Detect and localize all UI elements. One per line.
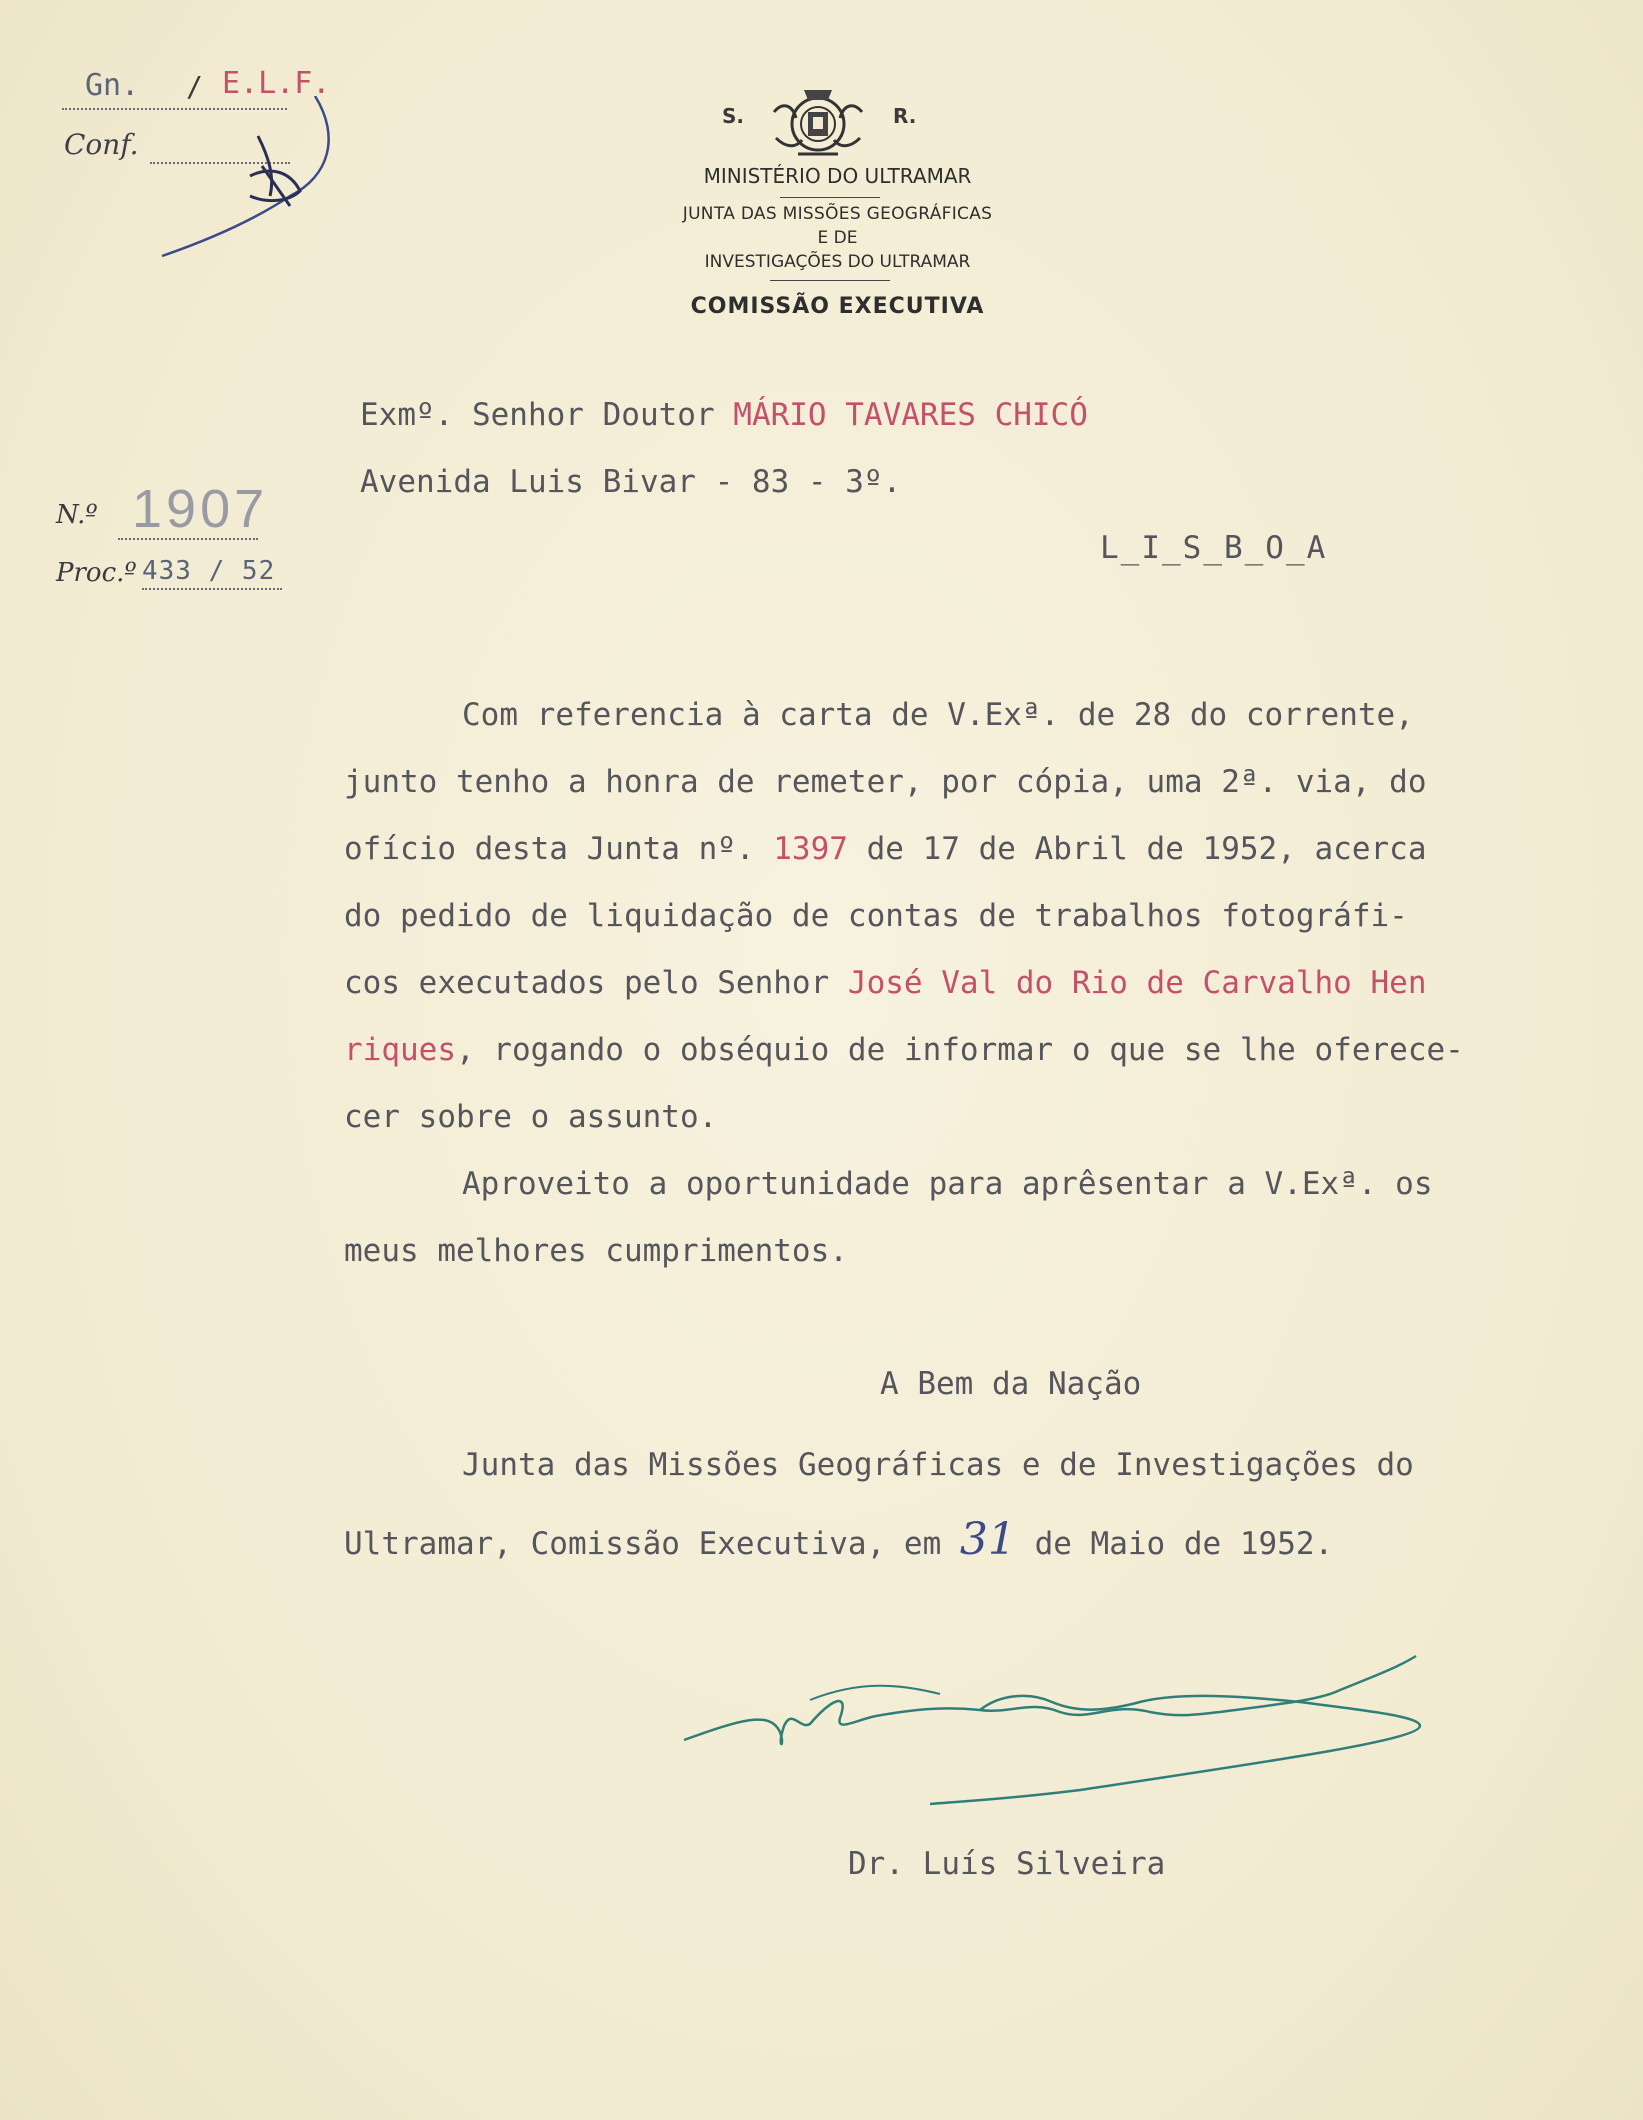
motto: A Bem da Nação xyxy=(880,1366,1142,1402)
typist-initials: E.L.F. xyxy=(222,66,331,101)
body-text: cos executados pelo Senhor xyxy=(344,965,848,1001)
coat-of-arms-icon xyxy=(768,82,868,162)
body-line xyxy=(344,965,1427,1001)
handwritten-day: 31 xyxy=(959,1514,1016,1565)
closing-line xyxy=(344,1514,1333,1565)
conf-label: Conf. xyxy=(64,128,139,161)
body-text: de 17 de Abril de 1952, acerca xyxy=(847,831,1427,867)
body-line: Aproveito a oportunidade para aprêsentar a V.Exª. os xyxy=(462,1166,1433,1202)
body-line xyxy=(344,831,1427,867)
commission-title: COMISSÃO EXECUTIVA xyxy=(690,294,985,319)
ministry-name: MINISTÉRIO DO ULTRAMAR xyxy=(703,164,972,188)
header-r: R. xyxy=(893,104,917,128)
junta-line-1: JUNTA DAS MISSÕES GEOGRÁFICAS xyxy=(682,204,993,224)
office-number: 1397 xyxy=(773,831,848,867)
body-line: Com referencia à carta de V.Exª. de 28 do corrente, xyxy=(462,697,1414,733)
number-stamp: 1907 xyxy=(132,479,269,539)
proc-dotted-line xyxy=(142,588,282,590)
closing-line: Junta das Missões Geográficas e de Investigações do xyxy=(462,1447,1414,1483)
addressee-line xyxy=(360,397,1088,433)
junta-line-2: E DE xyxy=(817,228,858,248)
person-name: José Val do Rio de Carvalho Hen xyxy=(847,965,1427,1001)
number-dotted-line xyxy=(118,538,258,540)
junta-line-3: INVESTIGAÇÕES DO ULTRAMAR xyxy=(704,252,971,272)
handwritten-signature xyxy=(680,1640,1440,1810)
addressee-name: MÁRIO TAVARES CHICÓ xyxy=(733,397,1088,433)
signer-name: Dr. Luís Silveira xyxy=(848,1846,1166,1882)
proc-value: 433 / 52 xyxy=(142,556,276,586)
header-rule xyxy=(780,197,880,198)
body-text: , rogando o obséquio de informar o que se lhe oferece- xyxy=(455,1032,1464,1068)
number-label: N.º xyxy=(56,500,98,530)
body-line: do pedido de liquidação de contas de trabalhos fotográfi- xyxy=(344,898,1408,934)
header-s: S. xyxy=(722,104,745,128)
body-line: cer sobre o assunto. xyxy=(344,1099,718,1135)
gn-label: Gn. xyxy=(85,68,140,103)
body-text: de Maio de 1952. xyxy=(1015,1526,1334,1562)
addressee-address: Avenida Luis Bivar - 83 - 3º. xyxy=(360,464,902,500)
addressee-city: L_I_S_B_O_A xyxy=(1100,530,1328,566)
body-line: junto tenho a honra de remeter, por cópia, uma 2ª. via, do xyxy=(344,764,1427,800)
header-rule xyxy=(770,280,890,281)
body-line xyxy=(344,1032,1464,1068)
gn-slash: / xyxy=(186,70,203,103)
proc-label: Proc.º xyxy=(56,558,137,588)
body-line: meus melhores cumprimentos. xyxy=(344,1233,848,1269)
salutation: Exmº. Senhor Doutor xyxy=(360,397,734,433)
person-name: riques xyxy=(344,1032,456,1068)
body-text: ofício desta Junta nº. xyxy=(344,831,774,867)
body-text: Ultramar, Comissão Executiva, em xyxy=(344,1526,960,1562)
